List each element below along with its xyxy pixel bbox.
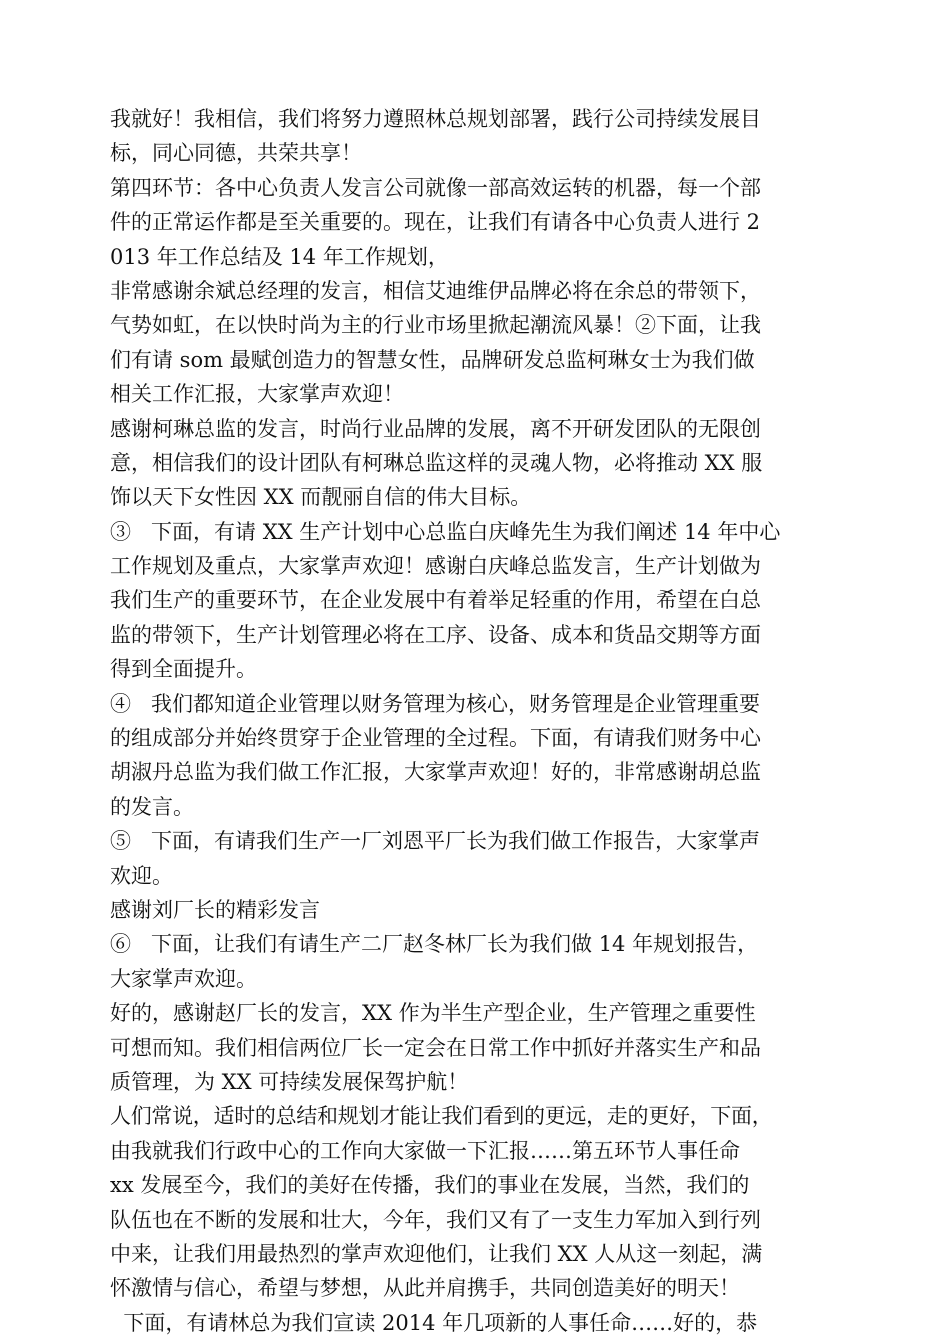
- text-line: 下面，有请林总为我们宣读 2014 年几项新的人事任命……好的，恭: [110, 1310, 758, 1335]
- text-line: 标，同心同德，共荣共享！: [110, 141, 362, 166]
- text-line: 饰以天下女性因 XX 而靓丽自信的伟大目标。: [110, 485, 532, 510]
- text-line: 大家掌声欢迎。: [110, 966, 257, 991]
- text-line: 工作规划及重点，大家掌声欢迎！感谢白庆峰总监发言，生产计划做为: [110, 554, 761, 579]
- text-line: 相关工作汇报，大家掌声欢迎！: [110, 382, 404, 407]
- text-line: 气势如虹，在以快时尚为主的行业市场里掀起潮流风暴！②下面，让我: [110, 313, 761, 338]
- text-line: 感谢柯琳总监的发言，时尚行业品牌的发展，离不开研发团队的无限创: [110, 416, 761, 441]
- text-line: 我就好！我相信，我们将努力遵照林总规划部署，践行公司持续发展目: [110, 107, 761, 131]
- text-line: xx 发展至今，我们的美好在传播，我们的事业在发展，当然，我们的: [110, 1173, 750, 1198]
- text-line: ⑥ 下面，让我们有请生产二厂赵冬林厂长为我们做 14 年规划报告，: [110, 932, 759, 957]
- text-line: 感谢刘厂长的精彩发言: [110, 897, 320, 922]
- text-line: 们有请 som 最赋创造力的智慧女性，品牌研发总监柯琳女士为我们做: [110, 347, 755, 372]
- document-body: [110, 102, 860, 1340]
- text-line: ③ 下面，有请 XX 生产计划中心总监白庆峰先生为我们阐述 14 年中心: [110, 519, 781, 544]
- text-line: 第四环节：各中心负责人发言公司就像一部高效运转的机器，每一个部: [110, 175, 761, 200]
- text-line: 好的，感谢赵厂长的发言，XX 作为半生产型企业，生产管理之重要性: [110, 1001, 756, 1026]
- text-line: 的发言。: [110, 794, 194, 819]
- text-line: 可想而知。我们相信两位厂长一定会在日常工作中抓好并落实生产和品: [110, 1035, 761, 1060]
- text-line: 人们常说，适时的总结和规划才能让我们看到的更远，走的更好，下面，: [110, 1104, 773, 1129]
- text-line: 胡淑丹总监为我们做工作汇报，大家掌声欢迎！好的，非常感谢胡总监: [110, 760, 761, 785]
- text-line: ⑤ 下面，有请我们生产一厂刘恩平厂长为我们做工作报告，大家掌声: [110, 829, 761, 854]
- text-line: 非常感谢余斌总经理的发言，相信艾迪维伊品牌必将在余总的带领下，: [110, 278, 761, 303]
- text-line: 欢迎。: [110, 863, 173, 888]
- text-line: 监的带领下，生产计划管理必将在工序、设备、成本和货品交期等方面: [110, 622, 761, 647]
- text-line: 我们生产的重要环节，在企业发展中有着举足轻重的作用，希望在白总: [110, 588, 761, 613]
- text-line: 件的正常运作都是至关重要的。现在，让我们有请各中心负责人进行 2: [110, 210, 761, 235]
- text-line: 由我就我们行政中心的工作向大家做一下汇报……第五环节人事任命: [110, 1138, 740, 1163]
- text-line: 队伍也在不断的发展和壮大，今年，我们又有了一支生力军加入到行列: [110, 1207, 761, 1232]
- text-line: 得到全面提升。: [110, 657, 257, 682]
- text-line: 质管理，为 XX 可持续发展保驾护航！: [110, 1069, 469, 1094]
- text-line: 意，相信我们的设计团队有柯琳总监这样的灵魂人物，必将推动 XX 服: [110, 450, 763, 475]
- text-line: 中来，让我们用最热烈的掌声欢迎他们，让我们 XX 人从这一刻起，满: [110, 1241, 763, 1266]
- text-line: ④ 我们都知道企业管理以财务管理为核心，财务管理是企业管理重要: [110, 691, 761, 716]
- text-line: 的组成部分并始终贯穿于企业管理的全过程。下面，有请我们财务中心: [110, 726, 761, 751]
- text-line: 怀激情与信心，希望与梦想，从此并肩携手，共同创造美好的明天！: [110, 1276, 740, 1301]
- text-line: 013 年工作总结及 14 年工作规划，: [110, 244, 449, 269]
